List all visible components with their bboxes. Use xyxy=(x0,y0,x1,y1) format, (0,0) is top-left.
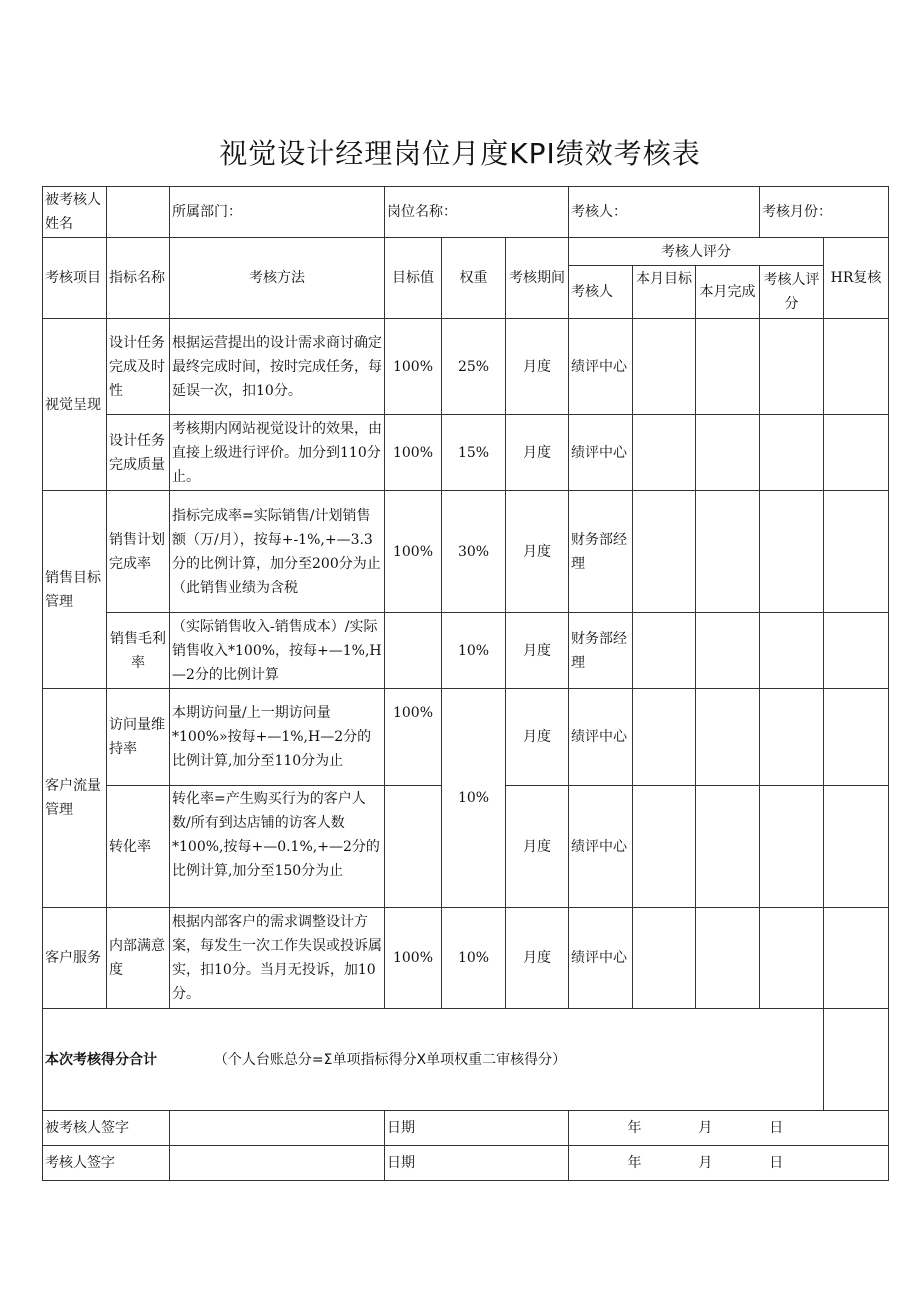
method-cell: 本期访问量/上一期访问量*100%»按每+—1%,H—2分的比例计算,加分至110分为止 xyxy=(170,689,385,786)
assessor-score-input[interactable] xyxy=(760,908,824,1009)
target-cell: 100% xyxy=(385,689,442,786)
target-cell xyxy=(385,786,442,908)
indicator-cell: 设计任务完成质量 xyxy=(107,415,170,491)
year-label: 年 xyxy=(627,1155,642,1171)
period-cell: 月度 xyxy=(506,319,569,415)
weight-cell: 10% xyxy=(442,613,506,689)
signature-row xyxy=(43,1111,889,1146)
header-target: 目标值 xyxy=(385,238,442,319)
target-cell: 100% xyxy=(385,908,442,1009)
assessor-score-input[interactable] xyxy=(760,415,824,491)
position-label: 岗位名称： xyxy=(385,187,569,238)
table-row xyxy=(43,491,889,613)
monthly-done-input[interactable] xyxy=(696,319,760,415)
date-label: 日期 xyxy=(385,1111,569,1146)
assessor-label: 考核人： xyxy=(569,187,760,238)
signature-row xyxy=(43,1146,889,1181)
weight-cell: 30% xyxy=(442,491,506,613)
header-score-group: 考核人评分 xyxy=(569,238,824,266)
date-field[interactable] xyxy=(569,1146,889,1181)
assessor-cell: 绩评中心 xyxy=(569,689,633,786)
assessor-cell: 绩评中心 xyxy=(569,415,633,491)
monthly-target-input[interactable] xyxy=(633,613,696,689)
period-cell: 月度 xyxy=(506,491,569,613)
signature-label: 考核人签字 xyxy=(43,1146,170,1181)
period-cell: 月度 xyxy=(506,415,569,491)
signature-label: 被考核人签字 xyxy=(43,1111,170,1146)
indicator-cell: 设计任务完成及时性 xyxy=(107,319,170,415)
header-weight: 权重 xyxy=(442,238,506,319)
method-cell: 转化率=产生购买行为的客户人数/所有到达店铺的访客人数*100%,按每+—0.1%,+—2分的比例计算,加分至150分为止 xyxy=(170,786,385,908)
date-label: 日期 xyxy=(385,1146,569,1181)
table-row xyxy=(43,319,889,415)
target-cell: 100% xyxy=(385,415,442,491)
period-cell: 月度 xyxy=(506,908,569,1009)
target-cell xyxy=(385,613,442,689)
assessor-score-input[interactable] xyxy=(760,319,824,415)
date-field[interactable] xyxy=(569,1111,889,1146)
indicator-cell: 内部满意度 xyxy=(107,908,170,1009)
header-hr-review: HR复核 xyxy=(824,238,889,319)
assessor-score-input[interactable] xyxy=(760,491,824,613)
monthly-target-input[interactable] xyxy=(633,908,696,1009)
header-monthly-done: 本月完成 xyxy=(696,266,760,319)
hr-review-input[interactable] xyxy=(824,415,889,491)
monthly-target-input[interactable] xyxy=(633,689,696,786)
monthly-target-input[interactable] xyxy=(633,491,696,613)
monthly-done-input[interactable] xyxy=(696,908,760,1009)
assessor-cell: 绩评中心 xyxy=(569,786,633,908)
item-cell: 销售目标管理 xyxy=(43,491,107,689)
total-label: 本次考核得分合计 xyxy=(45,1051,157,1068)
indicator-cell: 销售毛利率 xyxy=(107,613,170,689)
assessor-cell: 财务部经理 xyxy=(569,491,633,613)
assessor-score-input[interactable] xyxy=(760,786,824,908)
name-value[interactable] xyxy=(107,187,170,238)
method-cell: 考核期内网站视觉设计的效果，由直接上级进行评价。加分到110分止。 xyxy=(170,415,385,491)
assessor-score-input[interactable] xyxy=(760,689,824,786)
signature-input[interactable] xyxy=(170,1146,385,1181)
target-cell: 100% xyxy=(385,491,442,613)
name-label: 被考核人姓名 xyxy=(43,187,107,238)
period-cell: 月度 xyxy=(506,613,569,689)
hr-review-input[interactable] xyxy=(824,613,889,689)
monthly-done-input[interactable] xyxy=(696,786,760,908)
total-formula: （个人台账总分=Σ单项指标得分X单项权重二审核得分） xyxy=(213,1051,567,1068)
header-assessor-score: 考核人评分 xyxy=(760,266,824,319)
method-cell: （实际销售收入-销售成本）/实际销售收入*100%，按每+—1%,H—2分的比例计算 xyxy=(170,613,385,689)
table-row xyxy=(43,689,889,786)
day-label: 日 xyxy=(769,1155,784,1171)
hr-review-input[interactable] xyxy=(824,908,889,1009)
target-cell: 100% xyxy=(385,319,442,415)
year-label: 年 xyxy=(627,1120,642,1136)
month-label: 考核月份： xyxy=(760,187,889,238)
month-label-sig: 月 xyxy=(698,1155,713,1171)
weight-cell: 15% xyxy=(442,415,506,491)
month-label-sig: 月 xyxy=(698,1120,713,1136)
header-item: 考核项目 xyxy=(43,238,107,319)
header-method: 考核方法 xyxy=(170,238,385,319)
weight-cell: 10% xyxy=(442,908,506,1009)
period-cell: 月度 xyxy=(506,786,569,908)
day-label: 日 xyxy=(769,1120,784,1136)
indicator-cell: 转化率 xyxy=(107,786,170,908)
method-cell: 根据运营提出的设计需求商讨确定最终完成时间，按时完成任务，每延误一次，扣10分。 xyxy=(170,319,385,415)
info-row xyxy=(43,187,889,238)
total-row xyxy=(43,1009,889,1111)
indicator-cell: 访问量维持率 xyxy=(107,689,170,786)
header-monthly-target: 本月目标 xyxy=(633,266,696,319)
method-cell: 根据内部客户的需求调整设计方案，每发生一次工作失误或投诉属实，扣10分。当月无投诉，加10分。 xyxy=(170,908,385,1009)
monthly-done-input[interactable] xyxy=(696,415,760,491)
monthly-target-input[interactable] xyxy=(633,319,696,415)
kpi-table xyxy=(42,186,889,1181)
department-label: 所属部门： xyxy=(170,187,385,238)
assessor-cell: 财务部经理 xyxy=(569,613,633,689)
item-cell: 客户流量管理 xyxy=(43,689,107,908)
header-row-1 xyxy=(43,238,889,266)
table-row xyxy=(43,613,889,689)
item-cell: 客户服务 xyxy=(43,908,107,1009)
page-title: 视觉设计经理岗位月度KPI绩效考核表 xyxy=(219,137,701,170)
monthly-target-input[interactable] xyxy=(633,415,696,491)
total-score-cell xyxy=(43,1009,824,1111)
hr-review-input[interactable] xyxy=(824,689,889,786)
hr-review-input[interactable] xyxy=(824,491,889,613)
monthly-target-input[interactable] xyxy=(633,786,696,908)
signature-input[interactable] xyxy=(170,1111,385,1146)
period-cell: 月度 xyxy=(506,689,569,786)
header-indicator: 指标名称 xyxy=(107,238,170,319)
item-cell: 视觉呈现 xyxy=(43,319,107,491)
weight-cell: 10% xyxy=(442,689,506,908)
table-row xyxy=(43,415,889,491)
assessor-cell: 绩评中心 xyxy=(569,319,633,415)
monthly-done-input[interactable] xyxy=(696,613,760,689)
table-row xyxy=(43,908,889,1009)
weight-cell: 25% xyxy=(442,319,506,415)
indicator-cell: 销售计划完成率 xyxy=(107,491,170,613)
method-cell: 指标完成率=实际销售/计划销售额（万/月），按每+-1%,+—3.3分的比例计算，加分至200分为止（此销售业绩为含税 xyxy=(170,491,385,613)
assessor-score-input[interactable] xyxy=(760,613,824,689)
monthly-done-input[interactable] xyxy=(696,491,760,613)
assessor-cell: 绩评中心 xyxy=(569,908,633,1009)
total-hr-review-input[interactable] xyxy=(824,1009,889,1111)
hr-review-input[interactable] xyxy=(824,319,889,415)
header-assessor: 考核人 xyxy=(569,266,633,319)
hr-review-input[interactable] xyxy=(824,786,889,908)
monthly-done-input[interactable] xyxy=(696,689,760,786)
header-period: 考核期间 xyxy=(506,238,569,319)
